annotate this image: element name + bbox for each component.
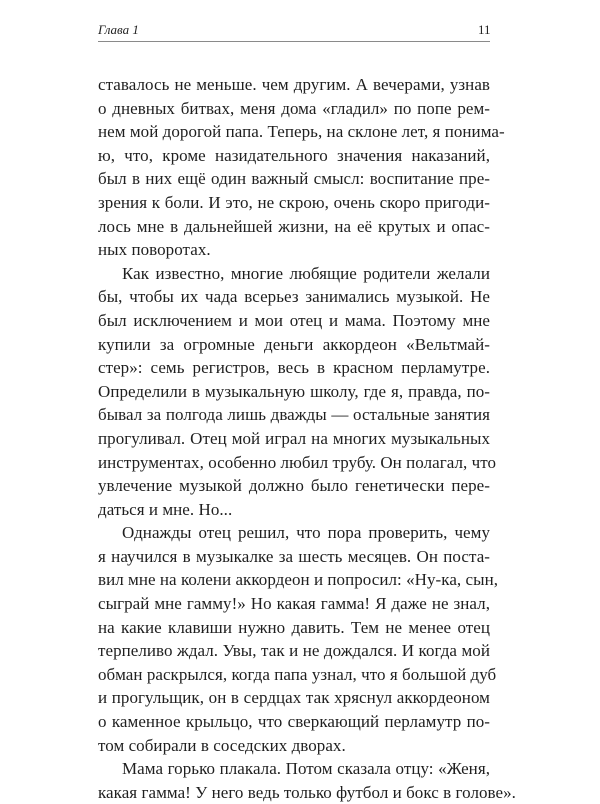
page-number: 11 bbox=[478, 22, 491, 37]
text-line: увлечение музыкой должно было генетически пере- bbox=[98, 476, 490, 496]
text-line: ставалось не меньше. чем другим. А вечерами, узнав bbox=[98, 75, 490, 94]
body-text bbox=[98, 73, 516, 804]
text-line: был в них ещё один важный смысл: воспитание пре- bbox=[98, 169, 490, 189]
text-line: прогуливал. Отец мой играл на многих музыкальных bbox=[98, 428, 490, 448]
text-line: Однажды отец решил, что пора проверить, чему bbox=[122, 523, 490, 543]
text-line: бы, чтобы их чада всерьез занимались музыкой. Не bbox=[98, 287, 490, 307]
text-line: лось мне в дальнейшей жизни, на её крутых и опас- bbox=[98, 216, 490, 236]
text-line: о дневных битвах, меня дома «гладил» по попе рем- bbox=[98, 98, 490, 118]
text-line: сыграй мне гамму!» Но какая гамма! Я даже не знал, bbox=[98, 594, 490, 614]
text-line: том собирали в соседских дворах. bbox=[98, 735, 346, 755]
text-line: ных поворотах. bbox=[98, 240, 211, 260]
text-line: терпеливо ждал. Увы, так и не дождался. И когда мой bbox=[98, 641, 490, 661]
text-line: стер»: семь регистров, весь в красном перламутре. bbox=[98, 358, 490, 378]
text-line: инструментах, особенно любил трубу. Он полагал, что bbox=[98, 452, 497, 472]
text-line: зрения к боли. И это, не скрою, очень скоро пригоди- bbox=[98, 192, 490, 212]
text-line: купили за огромные деньги аккордеон «Вельтмай- bbox=[98, 334, 490, 354]
text-line: я научился в музыкалке за шесть месяцев. Он поста- bbox=[98, 546, 490, 566]
text-line: нем мой дорогой папа. Теперь, на склоне лет, я понима- bbox=[98, 122, 505, 142]
text-line: ю, что, кроме назидательного значения наказаний, bbox=[98, 145, 490, 165]
text-line: обман раскрылся, когда папа узнал, что я большой дуб bbox=[98, 664, 497, 684]
text-line: на какие клавиши нужно давить. Тем не менее отец bbox=[98, 617, 490, 637]
chapter-running-head: Глава 1 bbox=[98, 22, 139, 37]
text-line: Определили в музыкальную школу, где я, правда, по- bbox=[98, 381, 490, 401]
text-line: бывал за полгода лишь дважды — остальные занятия bbox=[98, 405, 490, 425]
text-line: вил мне на колени аккордеон и попросил: «Ну-ка, сын, bbox=[98, 570, 499, 590]
text-line: Мама горько плакала. Потом сказала отцу: «Женя, bbox=[122, 759, 490, 779]
header-rule bbox=[98, 41, 490, 42]
text-line: и прогульщик, он в сердцах так хряснул аккордеоном bbox=[98, 688, 490, 708]
text-line: был исключением и мои отец и мама. Поэтому мне bbox=[98, 310, 490, 330]
text-line: Как известно, многие любящие родители желали bbox=[122, 263, 490, 283]
text-line: даться и мне. Но... bbox=[98, 499, 233, 519]
text-line: какая гамма! У него ведь только футбол и бокс в голове». bbox=[98, 782, 516, 802]
text-line: о каменное крыльцо, что сверкающий перламутр по- bbox=[98, 712, 490, 732]
